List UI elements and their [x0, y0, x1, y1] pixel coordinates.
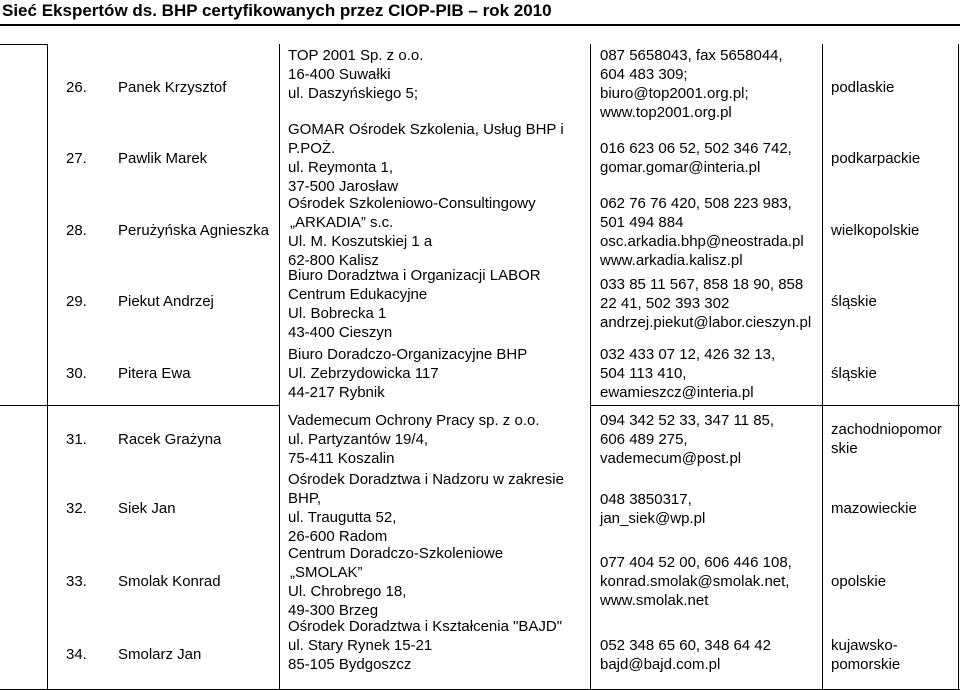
- expert-region: wielkopolskie: [831, 222, 920, 239]
- expert-name: Siek Jan: [118, 500, 176, 517]
- row-number: 26.: [66, 79, 87, 96]
- column-divider: [47, 44, 48, 690]
- row-divider: [0, 405, 280, 406]
- expert-region: opolskie: [831, 573, 887, 590]
- expert-region: mazowieckie: [831, 500, 917, 517]
- expert-name: Perużyńska Agnieszka: [118, 222, 269, 239]
- page-title: Sieć Ekspertów ds. BHP certyfikowanych przez CIOP-PIB – rok 2010: [2, 1, 552, 20]
- expert-address: Ośrodek Doradztwa i Nadzoru w zakresie BHP, ul. Traugutta 52, 26-600 Radom: [288, 471, 564, 545]
- expert-address: Vademecum Ochrony Pracy sp. z o.o. ul. Partyzantów 19/4, 75-411 Koszalin: [288, 412, 540, 467]
- expert-address: Centrum Doradczo-Szkoleniowe „SMOLAK” Ul. Chrobrego 18, 49-300 Brzeg: [288, 545, 504, 619]
- expert-region: podlaskie: [831, 79, 895, 96]
- row-number: 29.: [66, 293, 87, 310]
- expert-name: Pitera Ewa: [118, 365, 191, 382]
- expert-address: Biuro Doradztwa i Organizacji LABOR Centrum Edukacyjne Ul. Bobrecka 1 43-400 Cieszyn: [288, 267, 541, 341]
- row-divider: [590, 405, 960, 406]
- expert-address: Biuro Doradczo-Organizacyjne BHP Ul. Zebrzydowicka 117 44-217 Rybnik: [288, 346, 528, 401]
- expert-contact: 016 623 06 52, 502 346 742, gomar.gomar@interia.pl: [600, 140, 792, 176]
- row-number: 30.: [66, 365, 87, 382]
- expert-address: Ośrodek Doradztwa i Kształcenia "BAJD" ul. Stary Rynek 15-21 85-105 Bydgoszcz: [288, 618, 563, 673]
- expert-contact: 062 76 76 420, 508 223 983, 501 494 884 osc.arkadia.bhp@neostrada.pl www.arkadia.kalisz.pl: [600, 195, 804, 269]
- expert-contact: 077 404 52 00, 606 446 108, konrad.smolak@smolak.net, www.smolak.net: [600, 554, 792, 609]
- expert-name: Panek Krzysztof: [118, 79, 227, 96]
- expert-contact: 094 342 52 33, 347 11 85, 606 489 275, vademecum@post.pl: [600, 412, 775, 467]
- expert-name: Smolarz Jan: [118, 646, 202, 663]
- expert-address: GOMAR Ośrodek Szkolenia, Usług BHP i P.POŻ. ul. Reymonta 1, 37-500 Jarosław: [288, 121, 564, 195]
- expert-contact: 032 433 07 12, 426 32 13, 504 113 410, ewamieszcz@interia.pl: [600, 346, 776, 401]
- expert-contact: 048 3850317, jan_siek@wp.pl: [600, 491, 706, 527]
- expert-name: Pawlik Marek: [118, 150, 208, 167]
- column-divider: [279, 44, 280, 690]
- row-number: 28.: [66, 222, 87, 239]
- row-number: 33.: [66, 573, 87, 590]
- expert-region: podkarpackie: [831, 150, 921, 167]
- expert-region: zachodniopomor skie: [831, 421, 942, 457]
- column-divider: [958, 44, 959, 690]
- column-divider: [822, 44, 823, 690]
- expert-region: kujawsko- pomorskie: [831, 637, 901, 673]
- row-number: 34.: [66, 646, 87, 663]
- title-rule: [0, 24, 960, 26]
- row-number: 32.: [66, 500, 87, 517]
- expert-address: TOP 2001 Sp. z o.o. 16-400 Suwałki ul. Daszyńskiego 5;: [288, 47, 424, 102]
- expert-address: Ośrodek Szkoleniowo-Consultingowy „ARKADIA” s.c. Ul. M. Koszutskiej 1 a 62-800 Kalisz: [288, 195, 536, 269]
- column-divider: [590, 44, 591, 690]
- expert-name: Smolak Konrad: [118, 573, 221, 590]
- expert-region: śląskie: [831, 293, 877, 310]
- expert-contact: 052 348 65 60, 348 64 42 bajd@bajd.com.pl: [600, 637, 771, 673]
- row-number: 31.: [66, 431, 87, 448]
- expert-region: śląskie: [831, 365, 877, 382]
- expert-contact: 033 85 11 567, 858 18 90, 858 22 41, 502 393 302 andrzej.piekut@labor.cieszyn.pl: [600, 276, 812, 331]
- expert-name: Racek Grażyna: [118, 431, 222, 448]
- row-divider: [0, 44, 47, 45]
- expert-contact: 087 5658043, fax 5658044, 604 483 309; biuro@top2001.org.pl; www.top2001.org.pl: [600, 47, 783, 121]
- row-number: 27.: [66, 150, 87, 167]
- expert-name: Piekut Andrzej: [118, 293, 214, 310]
